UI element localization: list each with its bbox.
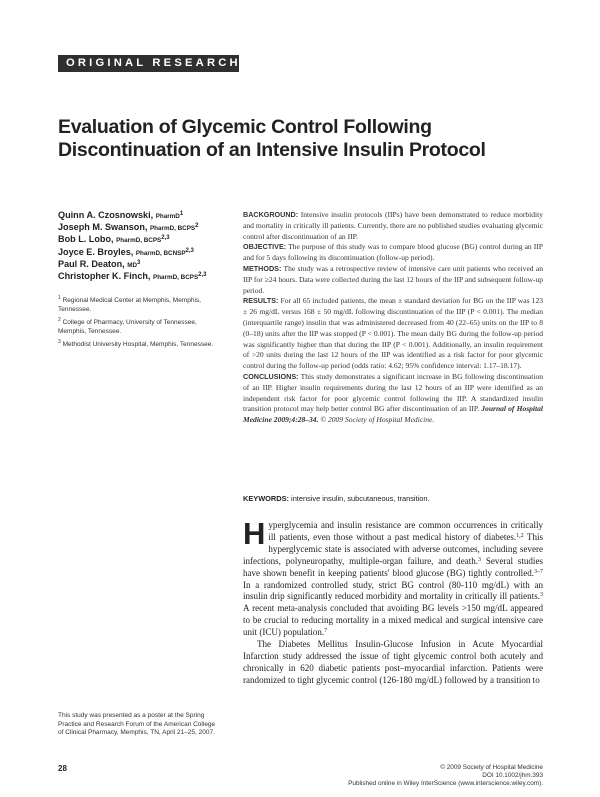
body-text xyxy=(243,516,543,687)
section-banner: ORIGINAL RESEARCH xyxy=(58,55,239,72)
author: Christopher K. Finch, PharmD, BCPS$^{2,3}$ xyxy=(58,271,207,282)
page-number: 28 xyxy=(58,764,67,773)
abstract-copyright: © 2009 Society of Hospital Medicine. xyxy=(320,415,435,425)
title-line-2: Discontinuation of an Intensive Insulin Protocol xyxy=(58,139,486,161)
journal-reference: Journal of Hospital Medicine 2009;4:28–34. xyxy=(243,404,543,425)
abstract-conclusions: CONCLUSIONS: This study demonstrates a significant increase in BG following discontinuation of an IIP. Higher insulin requirements during the last 12 hours of an IIP were identified as an independent risk factor for poor glycemic control following the IIP. A standardized insulin transition protocol may help better control BG after discontinuation of an IIP. Journal of Hospital Medicine 2009;4:28–34. © 2009 Society of Hospital Medicine. xyxy=(243,371,543,425)
author: Joyce E. Broyles, PharmD, BCNSP$^{2,3}$ xyxy=(58,246,194,257)
presentation-note: This study was presented as a poster at the Spring Practice and Research Forum of the American College of Clinical Pharmacy, Memphis, TN, April 21–25, 2007. xyxy=(58,712,216,737)
drop-cap: H xyxy=(243,516,266,551)
affiliation: $^1$ Regional Medical Center at Memphis, Memphis, Tennessee. xyxy=(58,295,201,313)
affiliation: $^2$ College of Pharmacy, University of Tennessee, Memphis, Tennessee. xyxy=(58,317,197,335)
body-paragraph: The Diabetes Mellitus Insulin-Glucose Infusion in Acute Myocardial Infarction study addressed the issue of tight glycemic control both acutely and chronically in 620 diabetic patients post–myocardial infarction. Patients were randomized to tight glycemic control (126-180 mg/dL) followed by a transition to xyxy=(243,639,543,685)
affiliations xyxy=(58,297,218,355)
author: Paul R. Deaton, $MD^3$ xyxy=(58,258,141,269)
abstract-methods: METHODS: The study was a retrospective review of intensive care unit patients who received an IIP for ≥24 hours. Data were collected during the last 12 hours of the IIP and subsequent follow-up period. xyxy=(243,263,543,295)
author-list xyxy=(58,210,233,283)
title-line-1: Evaluation of Glycemic Control Following xyxy=(58,116,432,138)
footer-doi: DOI 10.1002/jhm.393 xyxy=(482,772,543,780)
affiliation: $^3$ Methodist University Hospital, Memphis, Tennessee. xyxy=(58,339,214,349)
article-title xyxy=(58,116,538,162)
author: Bob L. Lobo, PharmD, BCPS$^{2,3}$ xyxy=(58,234,170,245)
abstract-results: RESULTS: For all 65 included patients, the mean ± standard deviation for BG on the IIP was 123 ± 26 mg/dL versus 168 ± 50 mg/dL following discontinuation of the IIP (P < 0.001). The median (interquartile range) insulin that was administered decreased from 40 (22–65) units on the IIP to 8 (0–18) units after the IIP was stopped (P < 0.001). The mean daily BG during the follow-up period was significantly higher than that during the IIP (P < 0.001). Additionally, an insulin requirement of >20 units during the last 12 hours of the IIP was identified as a risk factor for poor glycemic control during the follow-up period (odds ratio: 4.62; 95% confidence interval: 1.17–18.17). xyxy=(243,296,543,371)
author: Joseph M. Swanson, PharmD, BCPS$^2$ xyxy=(58,222,199,233)
author: Quinn A. Czosnowski, PharmD$^1$ xyxy=(58,210,184,220)
body-paragraph: Hyperglycemia and insulin resistance are common occurrences in critically ill patients, even those without a past medical history of diabetes.$^{1,2}$ This hyperglycemic state is associated with adverse outcomes, including severe infections, polyneuropathy, multiple-organ failure, and death.$^3$ Several studies have shown benefit in keeping patients' blood glucose (BG) tightly controlled.$^{3-7}$ In a randomized controlled study, strict BG control (80-110 mg/dL) with an insulin drip significantly reduced morbidity and mortality in critically ill patients.$^3$ A recent meta-analysis concluded that avoiding BG levels >150 mg/dL appeared to be crucial to reducing mortality in a mixed medical and surgical intensive care unit (ICU) population.$^7$ xyxy=(243,516,543,638)
abstract-background: BACKGROUND: Intensive insulin protocols (IIPs) have been demonstrated to reduce morbidity and mortality in critically ill patients. Currently, there are no published studies evaluating glycemic control after discontinuation of an IIP. xyxy=(243,210,543,241)
keywords: KEYWORDS: intensive insulin, subcutaneous, transition. xyxy=(243,494,430,503)
footer-copyright: © 2009 Society of Hospital Medicine xyxy=(440,764,543,771)
abstract xyxy=(243,210,543,426)
footer-info xyxy=(280,764,543,789)
footer-published: Published online in Wiley InterScience (www.interscience.wiley.com). xyxy=(348,780,543,788)
abstract-objective: OBJECTIVE: The purpose of this study was to compare blood glucose (BG) control during an IIP and for 5 days following its discontinuation (follow-up period). xyxy=(243,242,543,263)
